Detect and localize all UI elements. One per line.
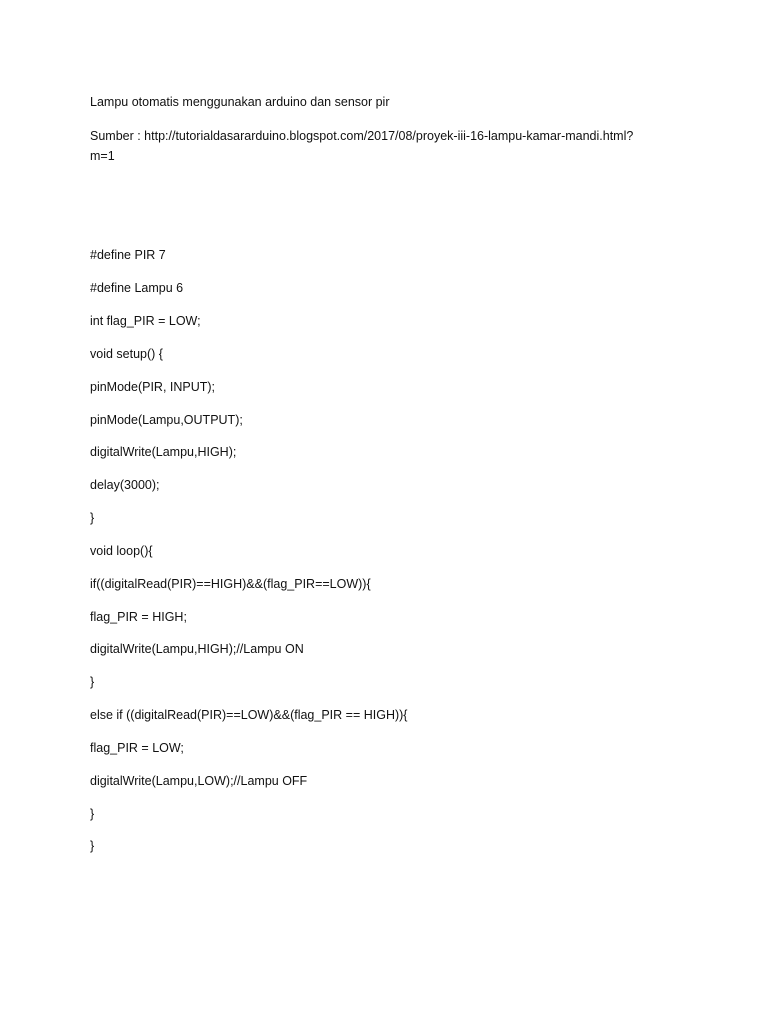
code-line: } bbox=[90, 511, 95, 525]
code-line: else if ((digitalRead(PIR)==LOW)&&(flag_PIR == HIGH)){ bbox=[90, 708, 408, 722]
code-line: digitalWrite(Lampu,HIGH);//Lampu ON bbox=[90, 642, 304, 656]
code-line: digitalWrite(Lampu,LOW);//Lampu OFF bbox=[90, 774, 308, 788]
code-line: } bbox=[90, 807, 95, 821]
code-line: #define PIR 7 bbox=[90, 248, 166, 262]
code-line: pinMode(Lampu,OUTPUT); bbox=[90, 413, 243, 427]
code-line: } bbox=[90, 675, 95, 689]
code-line: flag_PIR = HIGH; bbox=[90, 610, 187, 624]
source-link-line-1[interactable]: Sumber : http://tutorialdasararduino.blogspot.com/2017/08/proyek-iii-16-lampu-kamar-mandi.html? bbox=[90, 129, 634, 143]
code-line: } bbox=[90, 839, 95, 853]
code-line: int flag_PIR = LOW; bbox=[90, 314, 201, 328]
code-line: pinMode(PIR, INPUT); bbox=[90, 380, 216, 394]
code-line: if((digitalRead(PIR)==HIGH)&&(flag_PIR==LOW)){ bbox=[90, 577, 371, 591]
code-line: digitalWrite(Lampu,HIGH); bbox=[90, 445, 237, 459]
code-line: #define Lampu 6 bbox=[90, 281, 184, 295]
document-title: Lampu otomatis menggunakan arduino dan sensor pir bbox=[90, 95, 390, 109]
source-link-line-2[interactable]: m=1 bbox=[90, 149, 115, 163]
source-reference bbox=[90, 126, 690, 166]
code-line: flag_PIR = LOW; bbox=[90, 741, 184, 755]
code-line: delay(3000); bbox=[90, 478, 160, 492]
code-line: void setup() { bbox=[90, 347, 163, 361]
code-line: void loop(){ bbox=[90, 544, 153, 558]
